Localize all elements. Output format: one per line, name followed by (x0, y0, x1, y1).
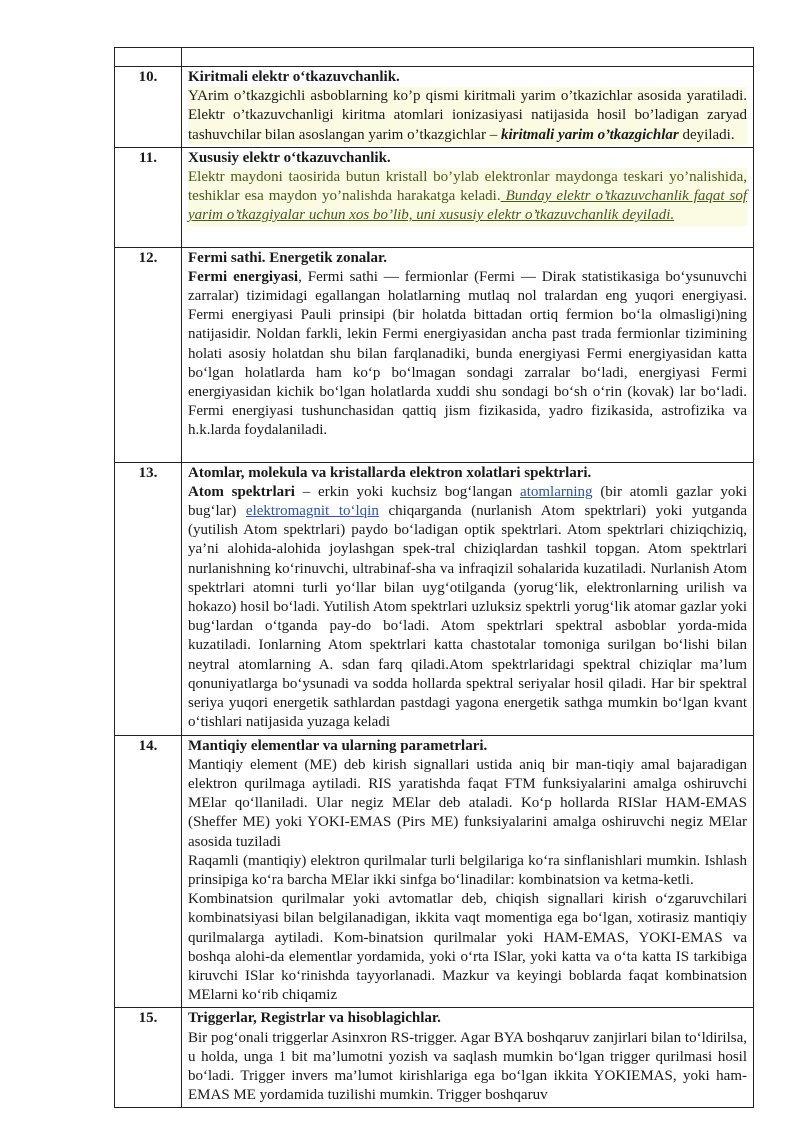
key-term: Atom spektrlari (188, 483, 295, 500)
link-elektromagnit-tolqin[interactable]: elektromagnit to‘lqin (245, 503, 379, 520)
row-body-cell (182, 48, 754, 67)
key-term: kiritmali yarim o’tkazgichlar (500, 126, 679, 143)
row-paragraph-3: Kombinatsion qurilmalar yoki avtomatlar deb, chiqish signallari kirish o‘zgaruvchilari kombinatsiyasi bilan belgilanadigan, ikkita vaqt momentiga ega bo‘lgan, xotirasiz mantiqiy qurilmalarga aytiladi. Kom-binatsion qurilmalar yoki HAM-EMAS, YOKI-EMAS va boshqa alohi-da elementlar yordamida, yoki o‘rta ISlar, yoki katta va o‘ta katta IS tarkibiga kiruvchi ISlar ko‘rinishda tayyorlanadi. Mazkur va keyingi boblarda faqat kombinatsion MElarni ko‘rib chiqamiz (188, 891, 747, 1004)
link-atomlarning[interactable]: atomlarning (520, 483, 593, 500)
row-body-14 (182, 735, 754, 1008)
row-paragraph: Elektr maydoni taosirida butun kristall bo’ylab elektronlar maydonga teskari yo’nalishida, teshiklar esa maydon yo’nalishda harakatga keladi. Bunday elektr o’tkazuvchanlik faqat sof yarim o’tkazgiyalar uchun xos bo’lib, uni xususiy elektr o’tkazuvchanlik deyiladi. (188, 168, 747, 226)
underlined-definition: Bunday elektr o’tkazuvchanlik faqat sof yarim o’tkazgiyalar uchun xos bo’lib, uni xususiy elektr o’tkazuvchanlik deyiladi. (188, 188, 748, 224)
row-title: Fermi sathi. Energetik zonalar. (188, 249, 388, 266)
key-term: Fermi energiyasi (188, 268, 299, 285)
row-paragraph-2: Raqamli (mantiqiy) elektron qurilmalar turli belgilariga ko‘ra sinflanishlari mumkin. Ishlash prinsipiga ko‘ra barcha MElar ikki sinfga bo‘linadilar: kombinatsion va ketma-ketli. (188, 852, 747, 888)
row-body-13 (182, 462, 754, 735)
table-row-12 (115, 247, 754, 462)
row-number-cell (115, 48, 182, 67)
row-number: 11. (115, 147, 182, 247)
row-body-11 (182, 147, 754, 247)
row-number: 15. (115, 1008, 182, 1108)
row-number: 14. (115, 735, 182, 1008)
table-row-14 (115, 735, 754, 1008)
row-title: Xususiy elektr o‘tkazuvchanlik. (188, 149, 391, 166)
row-title: Triggerlar, Registrlar va hisoblagichlar. (188, 1010, 441, 1027)
row-number: 10. (115, 67, 182, 148)
table-row-15 (115, 1008, 754, 1108)
row-body-12 (182, 247, 754, 462)
definitions-table (114, 47, 754, 1108)
row-paragraph-1: Mantiqiy element (ME) deb kirish signallari ustida aniq bir man-tiqiy amal bajaradigan elektron qurilmaga aytiladi. RIS yaratishda faqat FTM funksiyalarini amalga oshiruvchi MElar qo‘llaniladi. Ular negiz MElar deb ataladi. Ko‘p hollarda RISlar HAM-EMAS (Sheffer ME) yoki YOKI-EMAS (Pirs ME) funksiyalarini amalga oshiruvchi negiz MElar asosida tuziladi (188, 756, 747, 850)
row-paragraph: YArim o’tkazgichli asboblarning ko’p qismi kiritmali yarim o’tkazichlar asosida yaratiladi. Elektr o’tkazuvchanligi kiritma atomlari ionizasiyasi natijasida hosil bo’ladigan zaryad tashuvchilar bilan asoslangan yarim o’tkazgichlar – kiritmali yarim o’tkazgichlar deyiladi. (188, 87, 747, 145)
table-row-empty (115, 48, 754, 67)
row-number: 13. (115, 462, 182, 735)
row-body-15 (182, 1008, 754, 1108)
row-number: 12. (115, 247, 182, 462)
table-row-11 (115, 147, 754, 247)
row-title: Mantiqiy elementlar va ularning parametrlari. (188, 737, 488, 754)
row-body-10 (182, 67, 754, 148)
table-row-10 (115, 67, 754, 148)
table-row-13 (115, 462, 754, 735)
row-paragraph: Fermi energiyasi, Fermi sathi — fermionlar (Fermi — Dirak statistikasiga bo‘ysunuvchi zarralar) tizimidagi egallangan holatlarning mutlaq nol tralardan eng yuqori energiyasi. Fermi energiyasi Pauli prinsipi (bir holatda bittadan ortiq fermion bo‘la olmasligi)ning natijasidir. Noldan farkli, lekin Fermi energiyasidan ancha past trada fermionlar tizimining holati asosiy holatdan shu bilan farqlanadiki, bunda energiyasi Fermi energiyasidan katta bo‘lgan holatlarda ham ko‘p bo‘lmagan sondagi zarralar bo‘ladi, energiyasi Fermi energiyasidan kichik bo‘lgan holatlarda xuddi shu sondagi bo‘sh o‘rin (kovak) lar bo‘ladi. Fermi energiyasi tushunchasidan qattiq jism fizikasida, yadro fizikasida, astrofizika va h.k.larda foydalaniladi. (188, 268, 747, 439)
row-title: Atomlar, molekula va kristallarda elektron xolatlari spektrlari. (188, 464, 592, 481)
row-paragraph: Bir pog‘onali triggerlar Asinxron RS-trigger. Agar BYA boshqaruv zanjirlari bilan to‘ldirilsa, u holda, unga 1 bit ma’lumotni yozish va saqlash mumkin bo‘lgan trigger qurilmasi hosil bo‘ladi. Trigger invers ma’lumot kirishlariga ega bo‘lgan ikkita YOKIEMAS, yoki ham-EMAS ME yordamida tuzilishi mumkin. Trigger boshqaruv (188, 1029, 747, 1104)
row-paragraph: Atom spektrlari – erkin yoki kuchsiz bog‘langan atomlarning (bir atomli gazlar yoki bug‘lar) elektromagnit to‘lqin chiqarganda (nurlanish Atom spektrlari) yoki yutganda (yutilish Atom spektrlari) paydo bo‘ladigan optik spektrlari. Atom spektrlari chiziqchiziq, ya’ni alohida-alohida joylashgan spek-tral chiziqlardan tashkil topgan. Atom spektrlari nurlanishning ko‘rinuvchi, ultrabinaf-sha va infraqizil sohalarida kuzatiladi. Nurlanish Atom spektrlari atomni turli yo‘llar bilan uyg‘otilganda (yorug‘lik, elektronlarning urilish va hokazo) hosil bo‘ladi. Yutilish Atom spektrlari uzluksiz spektrli yorug‘lik atomar gazlar yoki bug‘lardan o‘tganda pay-do bo‘ladi. Atom spektrlari spektral asboblar yorda-mida kuzatiladi. Ionlarning Atom spektrlari katta chastotalar tomoniga surilgan bo‘lishi bilan neytral atomlarning A. sdan farq qiladi.Atom spektrlaridagi spektral chiziqlar ma’lum qonuniyatlarga bo‘ysunadi va sodda hollarda spektral seriyalar hosil qiladi. Har bir spektral seriya yuqori energetik sathlardan pastdagi yagona energetik sathga mumkin bo‘lgan kvant o‘tishlari natijasida yuzaga keladi (188, 483, 747, 731)
row-title: Kiritmali elektr o‘tkazuvchanlik. (188, 69, 400, 85)
